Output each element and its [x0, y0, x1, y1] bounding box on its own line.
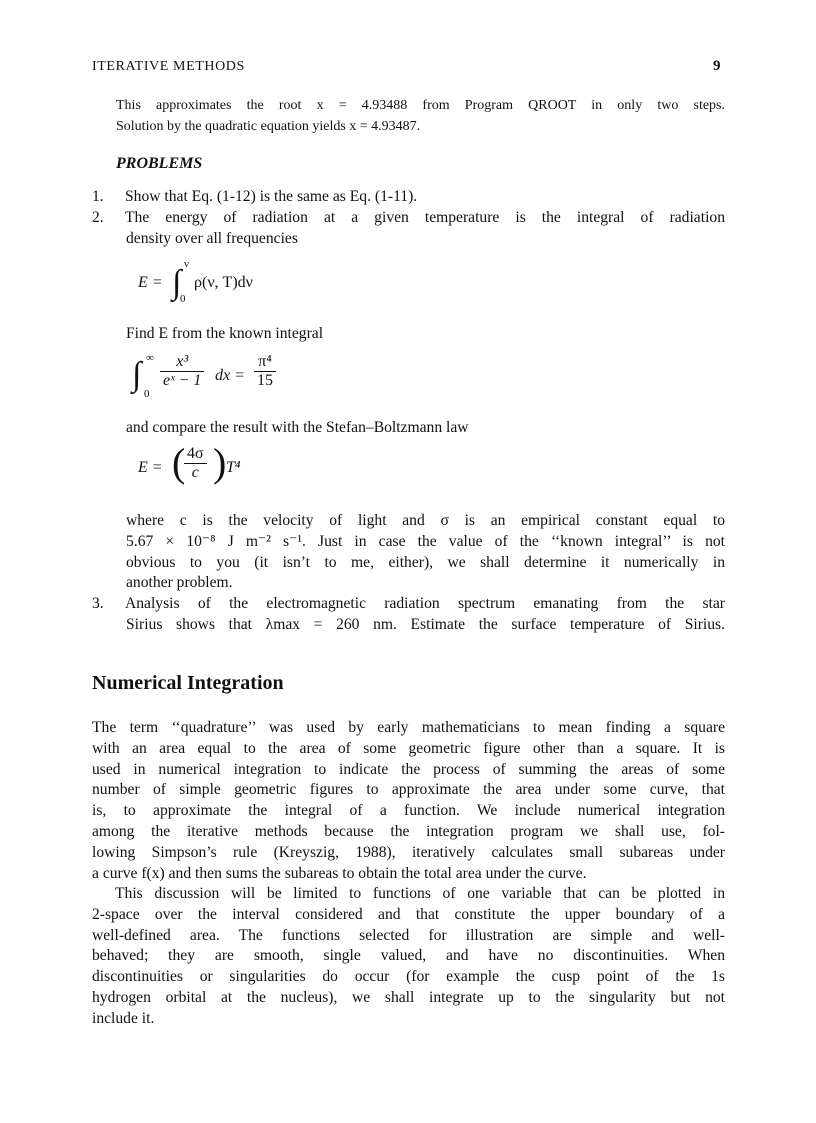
eq2-denominator: eˣ − 1 [160, 371, 204, 390]
eq2-lower-limit: 0 [144, 388, 150, 400]
intro-line-2: Solution by the quadratic equation yields x = 4.93487. [116, 118, 421, 134]
eq1-upper-limit: ν [184, 258, 189, 270]
problem-2-line-1: The energy of radiation at a given temperature is the integral of radiation [125, 209, 725, 226]
eq3-right-paren: ) [213, 440, 227, 485]
eq3-numerator: 4σ [187, 445, 204, 462]
integral-sign-1: ∫ [172, 264, 182, 301]
eq3-denominator: c [184, 463, 207, 482]
intro-text [116, 96, 725, 137]
paragraph-line: with an area equal to the area of some geometric figure other than a square. It is [92, 739, 725, 757]
eq3-rhs: T⁴ [226, 459, 241, 476]
problem-3 [92, 594, 725, 615]
problem-1-number: 1. [92, 188, 104, 205]
paragraph-line: number of simple geometric figures to approximate the area under some curve, that [92, 781, 725, 799]
paragraph-line: include it. [92, 1009, 155, 1027]
where-paragraph [126, 511, 725, 594]
eq2-numerator: x³ [176, 353, 189, 370]
eq3-fraction [184, 445, 207, 482]
problem-3-line-2: Sirius shows that λmax = 260 nm. Estimate the surface temperature of Sirius. [126, 616, 725, 633]
where-line-3: obvious to you (it isn’t to me, either), we shall determine it numerically in [126, 553, 725, 571]
problems-heading: PROBLEMS [116, 155, 203, 172]
paragraph-line: is, to approximate the integral of a function. We include numerical integration [92, 802, 725, 820]
paragraph-line: among the iterative methods because the integration program we shall use, fol- [92, 822, 725, 840]
eq1-integrand: ρ(ν, T)dν [194, 274, 253, 291]
problem-1-text: Show that Eq. (1-12) is the same as Eq. (1-11). [125, 188, 418, 205]
paragraph-line: The term ‘‘quadrature’’ was used by early mathematicians to mean finding a square [92, 719, 725, 736]
paragraph-line: behaved; they are smooth, single valued, and have no discontinuities. When [92, 947, 725, 965]
paragraph-line: used in numerical integration to indicate the process of summing the areas of some [92, 760, 725, 778]
problem-2-line-2: density over all frequencies [126, 230, 298, 247]
section-paragraph-1 [92, 718, 725, 884]
eq3-lhs: E = [138, 459, 163, 476]
problem-1 [92, 187, 725, 208]
eq2-result-numerator: π⁴ [258, 353, 272, 370]
page-number: 9 [713, 58, 721, 74]
paragraph-line: hydrogen orbital at the nucleus), we shall integrate up to the singularity but not [92, 988, 725, 1006]
eq2-fraction [160, 353, 204, 390]
eq2-upper-limit: ∞ [146, 352, 154, 364]
paragraph-line: discontinuities or singularities do occur (for example the cusp point of the 1s [92, 968, 725, 986]
paragraph-line: This discussion will be limited to functions of one variable that can be plotted in [115, 885, 725, 902]
find-text: Find E from the known integral [126, 325, 324, 342]
where-line-2: 5.67 × 10⁻⁸ J m⁻² s⁻¹. Just in case the value of the ‘‘known integral’’ is not [126, 532, 725, 550]
integral-sign-2: ∫ [132, 356, 142, 393]
where-line-4: another problem. [126, 574, 233, 592]
problem-2 [92, 208, 725, 229]
eq1-lower-limit: 0 [180, 293, 186, 305]
paragraph-line: 2-space over the interval considered and that constitute the upper boundary of a [92, 905, 725, 923]
paragraph-line: well-defined area. The functions selected for illustration are simple and well- [92, 926, 725, 944]
paragraph-line: a curve f(x) and then sums the subareas to obtain the total area under the curve. [92, 864, 587, 882]
running-title: ITERATIVE METHODS [92, 59, 245, 74]
eq2-result-denominator: 15 [254, 371, 276, 390]
problem-2-number: 2. [92, 209, 104, 226]
eq2-result-fraction [254, 353, 276, 390]
paragraph-line: lowing Simpson’s rule (Kreyszig, 1988), iteratively calculates small subareas under [92, 843, 725, 861]
equation-energy-lhs: E = [138, 274, 163, 291]
eq2-dx: dx = [215, 367, 245, 384]
intro-line-1: This approximates the root x = 4.93488 from Program QROOT in only two steps. [116, 98, 725, 113]
eq3-left-paren: ( [172, 440, 186, 485]
where-line-1: where c is the velocity of light and σ is an empirical constant equal to [126, 512, 725, 529]
problem-3-number: 3. [92, 595, 104, 612]
compare-text: and compare the result with the Stefan–Boltzmann law [126, 419, 469, 436]
section-title: Numerical Integration [92, 672, 284, 694]
section-paragraph-2 [92, 884, 725, 1030]
problem-3-line-1: Analysis of the electromagnetic radiation spectrum emanating from the star [125, 595, 725, 612]
